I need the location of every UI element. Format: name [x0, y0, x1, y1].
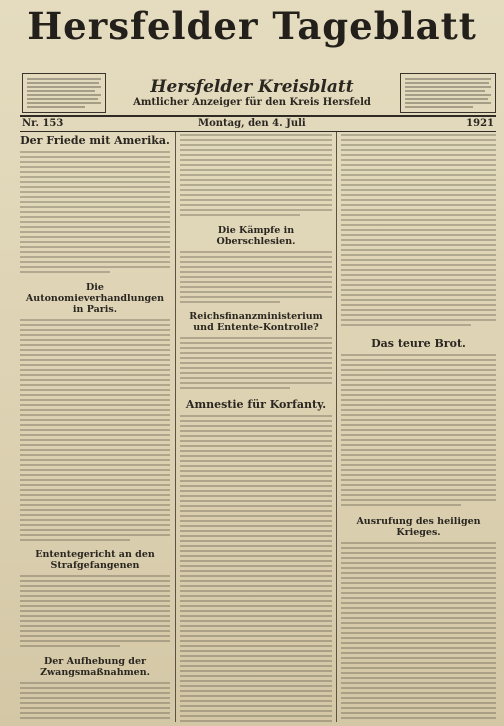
article-text: [180, 413, 332, 723]
masthead-title: Hersfelder Tageblatt: [27, 4, 477, 48]
issue-year: 1921: [466, 118, 494, 129]
issue-date: Montag, den 4. Juli: [198, 118, 306, 129]
article-text: [180, 249, 332, 310]
headline: Amnestie für Korfanty.: [185, 397, 327, 411]
headline: Der Aufhebung der Zwangsmaßnahmen.: [40, 655, 150, 678]
column-right: [341, 132, 496, 722]
headline: Der Friede mit Amerika.: [20, 134, 170, 147]
article-text: [20, 317, 170, 548]
article-text: [20, 680, 170, 723]
article-text: [341, 352, 496, 515]
article-text: [341, 132, 496, 335]
headline: Ausrufung des heiligen Krieges.: [356, 516, 481, 538]
headline: Ententegericht an den Strafgefangenen: [35, 549, 155, 571]
article-text: [20, 573, 170, 654]
article-text: [341, 540, 496, 722]
issue-number: Nr. 153: [22, 118, 64, 129]
headline: Die Autonomieverhandlungen in Paris.: [25, 281, 165, 315]
article-text: [20, 149, 170, 280]
left-info-box-text-lines: [25, 76, 103, 110]
issue-bar: [20, 115, 496, 132]
column-middle: [180, 132, 332, 722]
headline: Die Kämpfe in Oberschlesien.: [216, 224, 296, 247]
right-info-box-text-lines: [403, 76, 493, 110]
tagline: Amtlicher Anzeiger für den Kreis Hersfeld: [133, 97, 371, 108]
headline: Das teure Brot.: [371, 336, 466, 350]
subtitle: Hersfelder Kreisblatt: [150, 77, 354, 97]
column-left: [20, 132, 170, 722]
article-text: [180, 335, 332, 396]
headline: Reichsfinanzministerium und Entente-Kontrolle?: [189, 311, 323, 333]
right-info-box: [400, 73, 496, 113]
left-info-box: [22, 73, 106, 113]
column-rule: [336, 132, 337, 722]
column-rule: [175, 132, 176, 722]
article-text: [180, 132, 332, 223]
